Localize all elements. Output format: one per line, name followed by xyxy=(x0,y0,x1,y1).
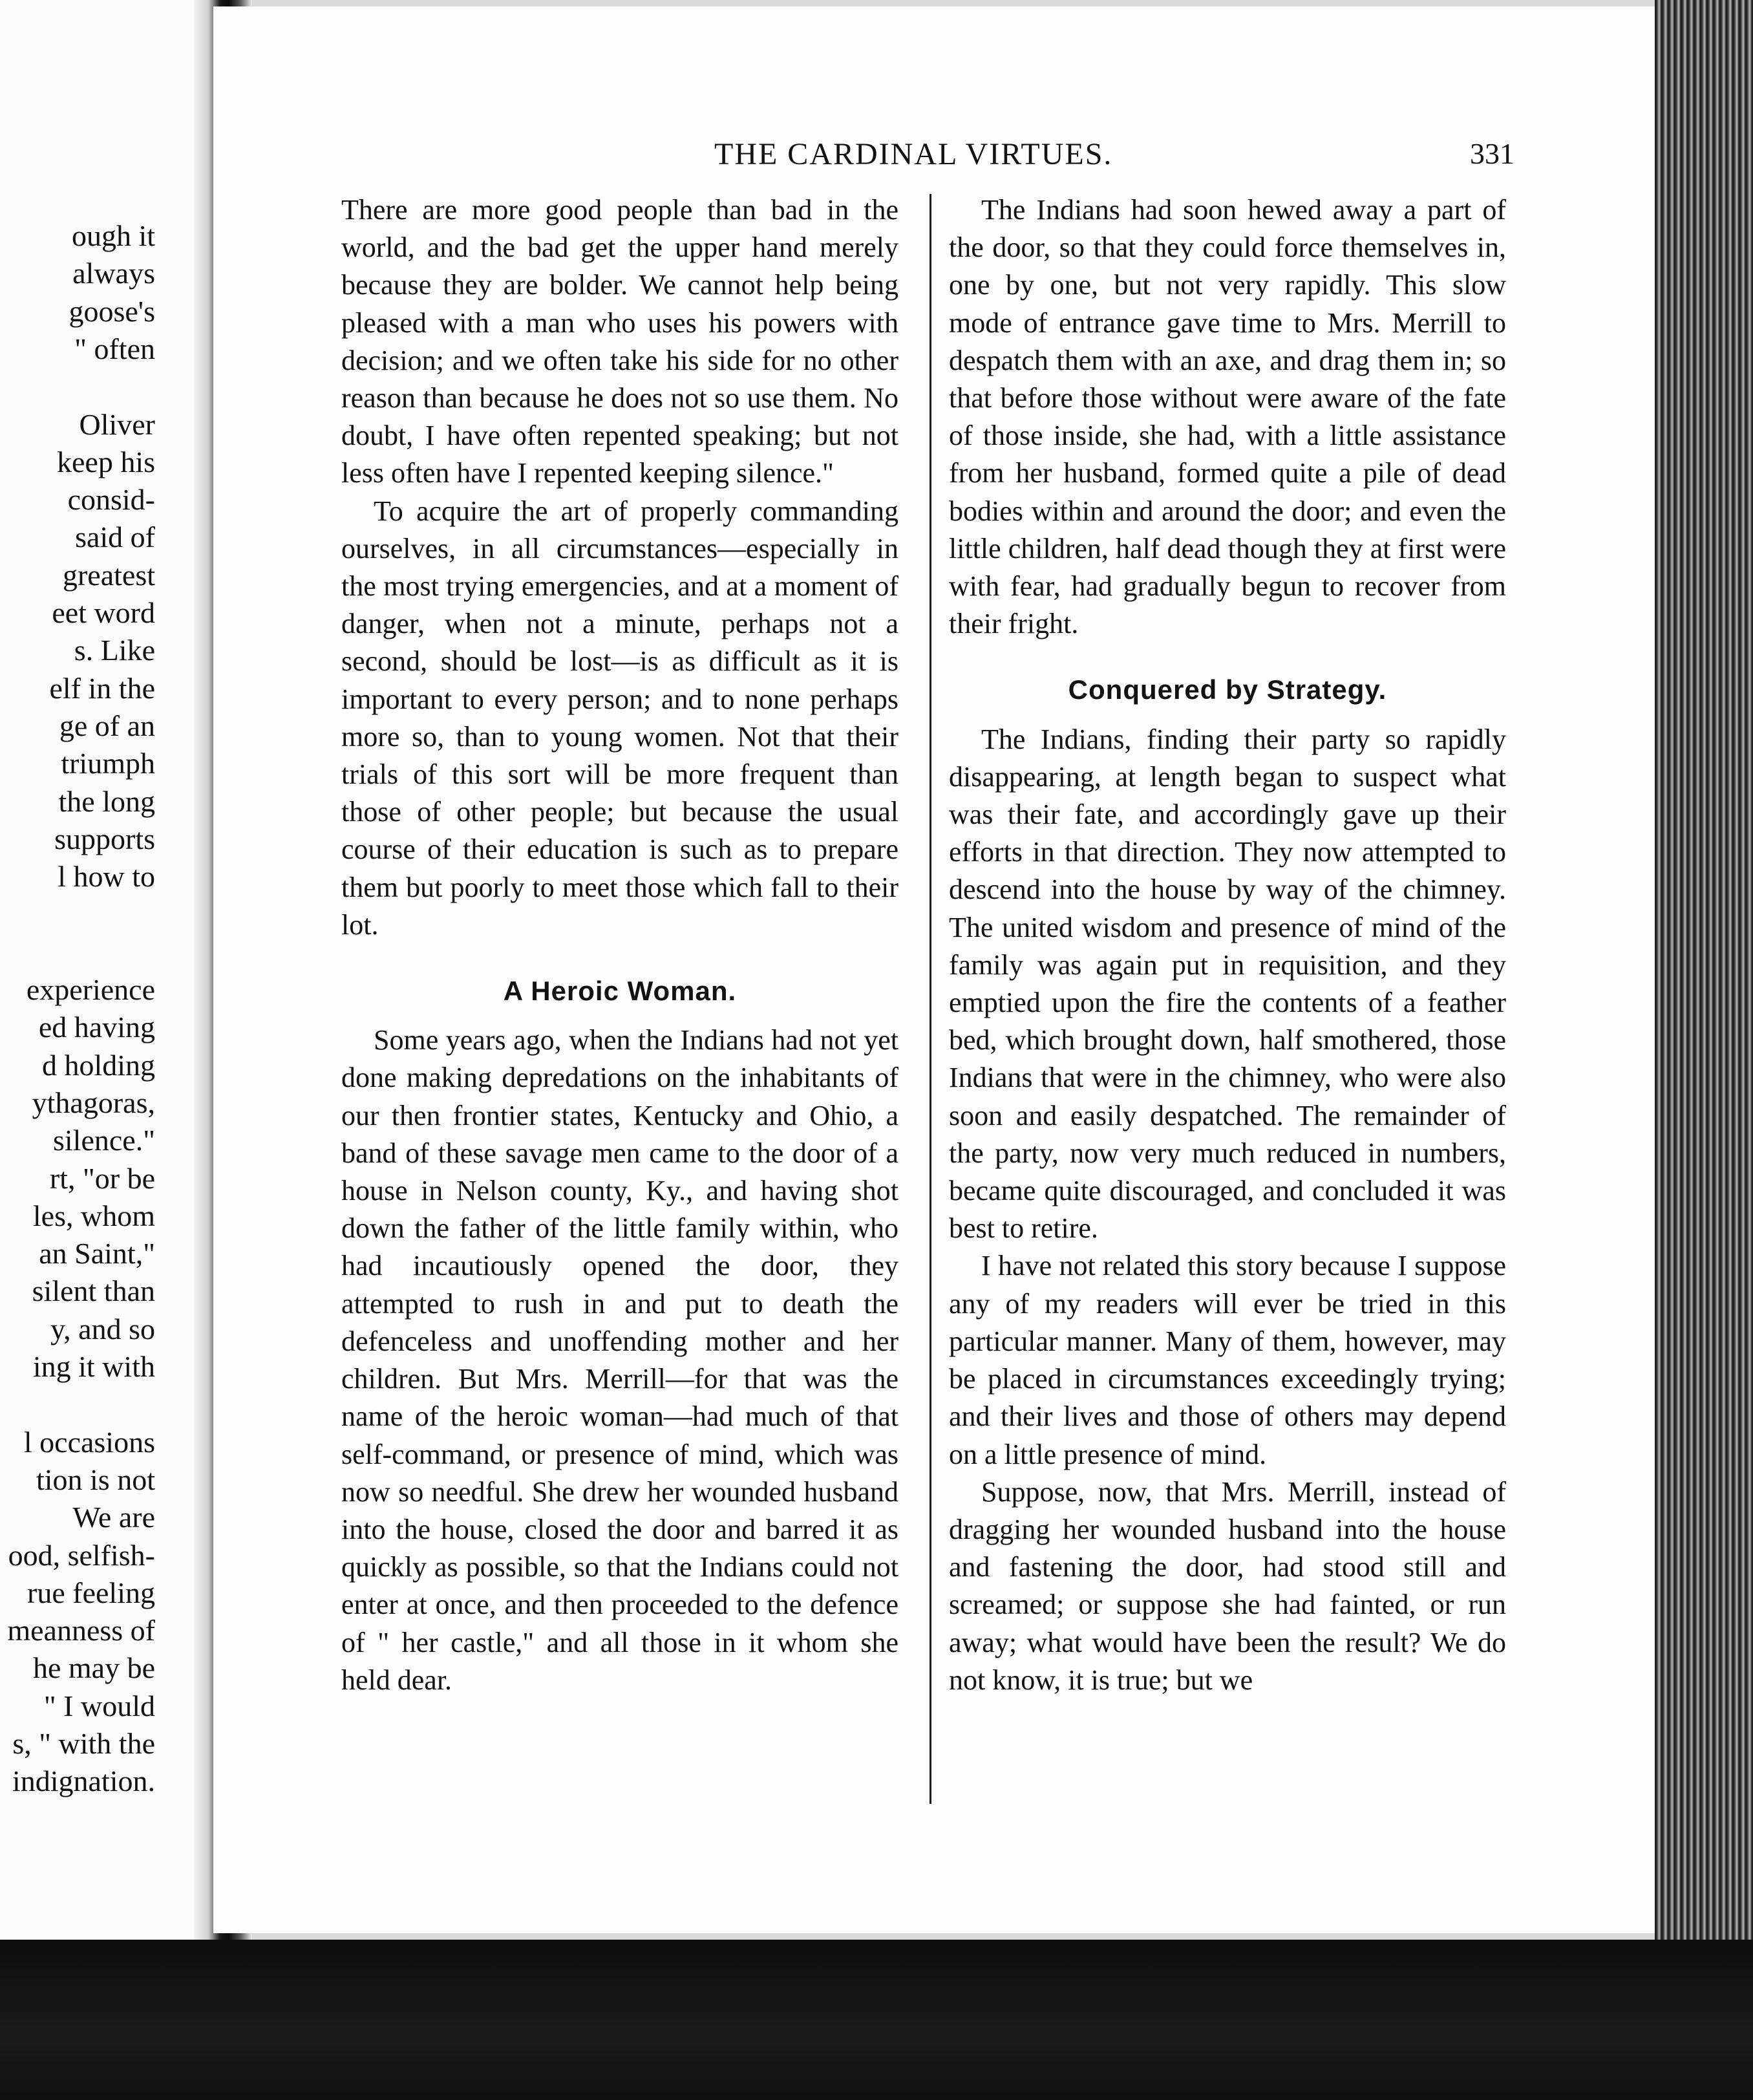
column-divider xyxy=(930,194,931,1804)
fragment-line: an Saint," xyxy=(39,1237,155,1270)
fragment-line: consid- xyxy=(67,483,155,517)
fragment-line: said of xyxy=(75,520,155,554)
fragment-line: silent than xyxy=(32,1274,155,1308)
fragment-line: goose's xyxy=(69,294,155,328)
paragraph: I have not related this story because I suppose any of my readers will ever be tried in this particular manner. Many of them, however, may be placed in circumstances exceedingly trying; and their lives and those of others may depend on a little presence of mind. xyxy=(949,1250,1506,1470)
paragraph: The Indians had soon hewed away a part of the door, so that they could force themselves in, one by one, but not very rapidly. This slow mode of entrance gave time to Mrs. Merrill to despatch them with an axe, and drag them in; so that before those without were aware of the fate of those inside, she had, with a little assistance from her husband, formed quite a pile of dead bodies within and around the door; and even the little children, half dead though they at first were with fear, had gradually begun to recover from their fright. xyxy=(949,194,1506,640)
fragment-line: l how to xyxy=(58,860,155,894)
fragment-line: greatest xyxy=(62,558,155,592)
fragment-line: rue feeling xyxy=(27,1576,155,1609)
fragment-line: ythagoras, xyxy=(32,1086,155,1119)
fragment-line: ing it with xyxy=(32,1350,155,1383)
fragment-line: s. Like xyxy=(74,634,155,667)
paragraph: The Indians, finding their party so rapidly disappearing, at length began to suspect what was their fate, and accordingly gave up their efforts in that direction. They now attempted to descend into the house by way of the chimney. The united wisdom and presence of mind of the family was again put in requisition, and they emptied upon the fire the contents of a feather bed, which brought down, half smothered, those Indians that were in the chimney, who were also soon and easily despatched. The remainder of the party, now very much reduced in numbers, became quite discouraged, and concluded it was best to retire. xyxy=(949,723,1506,1245)
fragment-line: indignation. xyxy=(12,1764,155,1798)
fragment-line: rt, "or be xyxy=(49,1161,155,1195)
running-title: THE CARDINAL VIRTUES. xyxy=(714,137,1113,171)
fragment-line: meanness of xyxy=(7,1614,155,1647)
left-column xyxy=(341,191,898,1699)
fragment-line: ough it xyxy=(71,219,155,252)
paragraph: To acquire the art of properly commanding ourselves, in all circumstances—especially in the most trying emergencies, and at a moment of danger, when not a minute, perhaps not a second, should be lost—is as difficult as it is important to every person; and to none perhaps more so, than to young women. Not that their trials of this sort will be more frequent than those of other people; but because the usual course of their education is such as to prepare them but poorly to meet those which fall to their lot. xyxy=(341,495,898,941)
fragment-line: s, " with the xyxy=(12,1727,155,1760)
paragraph: Suppose, now, that Mrs. Merrill, instead of dragging her wounded husband into the house and fastening the door, had stood still and screamed; or suppose she had fainted, or run away; what would have been the result? We do not know, it is true; but we xyxy=(949,1475,1506,1696)
left-page xyxy=(0,0,213,1940)
section-heading: A Heroic Woman. xyxy=(503,976,737,1007)
page-number: 331 xyxy=(1470,137,1514,170)
fragment-line: silence." xyxy=(53,1124,155,1157)
fragment-line: We are xyxy=(72,1501,155,1534)
fragment-line: y, and so xyxy=(50,1312,155,1345)
scanner-bed xyxy=(0,1940,1753,2100)
fragment-line: les, whom xyxy=(32,1199,155,1232)
fragment-line: ed having xyxy=(38,1011,155,1044)
fragment-line: d holding xyxy=(41,1048,155,1082)
fragment-line: supports xyxy=(54,822,155,855)
fragment-line: ge of an xyxy=(59,709,155,742)
page-edges xyxy=(1655,0,1753,2100)
fragment-line: eet word xyxy=(52,596,155,629)
right-column xyxy=(949,191,1506,1699)
fragment-line: elf in the xyxy=(49,671,155,705)
paragraph: Some years ago, when the Indians had not yet done making depredations on the inhabitants of our then frontier states, Kentucky and Ohio, a band of these savage men came to the door of a house in Nelson county, Ky., and having shot down the father of the little family within, who had incautiously opened the door, they attempted to rush in and put to death the defenceless and unoffending mother and her children. But Mrs. Merrill—for that was the name of the heroic woman—had much of that self-command, or presence of mind, which was now so needful. She drew her wounded husband into the house, closed the door and barred it as quickly as possible, so that the Indians could not enter at once, and then proceeded to the defence of " her castle," and all those in it whom she held dear. xyxy=(341,1024,898,1696)
fragment-line: ood, selfish- xyxy=(8,1538,155,1572)
fragment-line: l occasions xyxy=(23,1425,155,1459)
fragment-line: triumph xyxy=(61,747,155,780)
paragraph: There are more good people than bad in the world, and the bad get the upper hand merely because they are bolder. We cannot help being pleased with a man who uses his powers with decision; and we often take his side for no other reason than because he does not so use them. No doubt, I have often repented speaking; but not less often have I repented keeping silence." xyxy=(341,194,898,489)
fragment-line: Oliver xyxy=(79,407,155,441)
fragment-line: the long xyxy=(58,784,155,818)
fragment-line: tion is not xyxy=(36,1462,155,1496)
fragment-line: " often xyxy=(74,332,155,365)
fragment-line: keep his xyxy=(56,445,155,478)
fragment-line: always xyxy=(72,257,155,290)
fragment-line: experience xyxy=(26,973,155,1006)
fragment-line: " I would xyxy=(43,1689,155,1722)
fragment-line: he may be xyxy=(32,1651,155,1685)
section-heading: Conquered by Strategy. xyxy=(1068,674,1387,705)
